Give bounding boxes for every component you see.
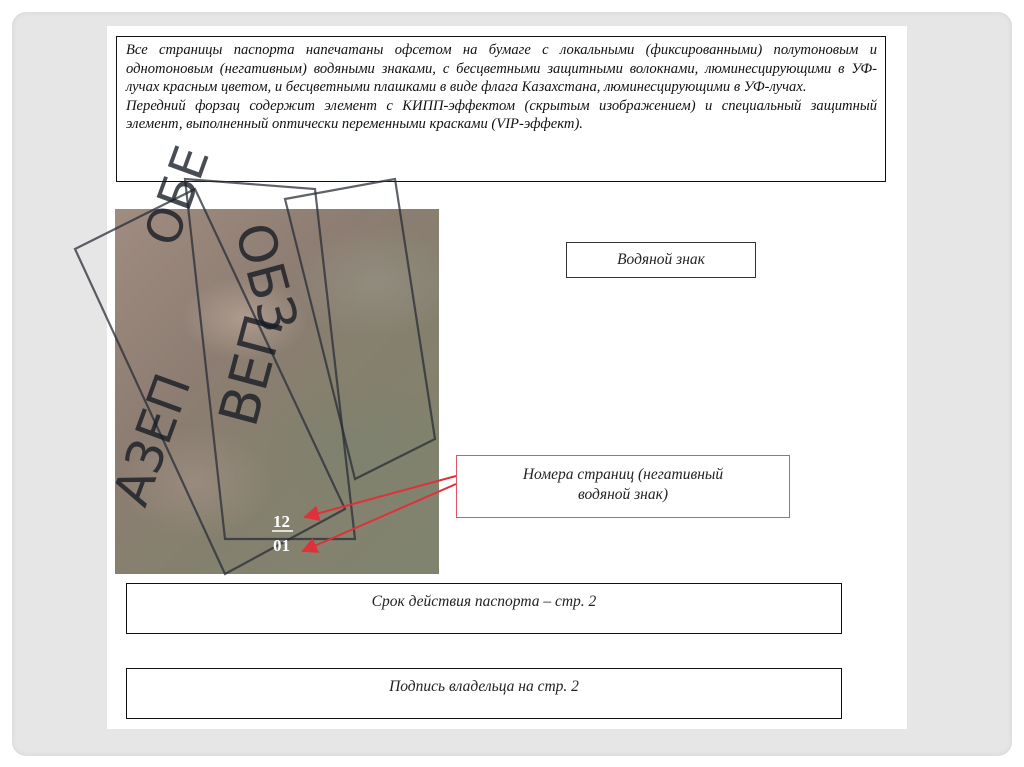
callout-page-numbers-line1: Номера страниц (негативный	[522, 466, 724, 483]
stamp-frame-right	[285, 179, 435, 479]
watermark-photo-drawing	[101, 138, 439, 574]
stamp-text-3: ОБЕ	[133, 138, 221, 254]
callout-page-numbers-line2: водяной знак)	[577, 486, 669, 503]
stamp-frame-left	[75, 189, 345, 574]
stamp-text-4: А3ЕП	[101, 366, 203, 514]
signature-label: Подпись владельца на стр. 2	[389, 678, 579, 695]
stamp-text-2: ВЕП	[206, 308, 297, 433]
callout-watermark-label: Водяной знак	[617, 251, 705, 268]
intro-text-box	[116, 36, 886, 182]
intro-paragraph-1: Все страницы паспорта напечатаны офсетом на бумаге с локальными (фиксированными) полутоновым и однотоновым (негативным) водяными знаками, с бесцветными защитными волокнами, люминесцирующими в УФ-лучах красным цветом, и бесцветными плашками в виде флага Казахстана, люминесцирующими в УФ-лучах.	[126, 42, 877, 96]
signature-box	[126, 668, 842, 719]
page-number-top: 12	[273, 512, 290, 531]
document-sheet	[101, 26, 907, 729]
validity-label: Срок действия паспорта – стр. 2	[371, 593, 597, 610]
callout-page-numbers	[456, 455, 790, 518]
validity-box	[126, 583, 842, 634]
watermark-photo	[101, 138, 439, 574]
stamp-text-1: ОБЗ	[222, 216, 309, 339]
page-number-bottom: 01	[273, 536, 290, 555]
callout-watermark	[566, 242, 756, 278]
intro-paragraph-2: Передний форзац содержит элемент с КИПП-эффектом (скрытым изображением) и специальный защитный элемент, выполненный оптически переменными красками (VIP-эффект).	[126, 97, 877, 133]
